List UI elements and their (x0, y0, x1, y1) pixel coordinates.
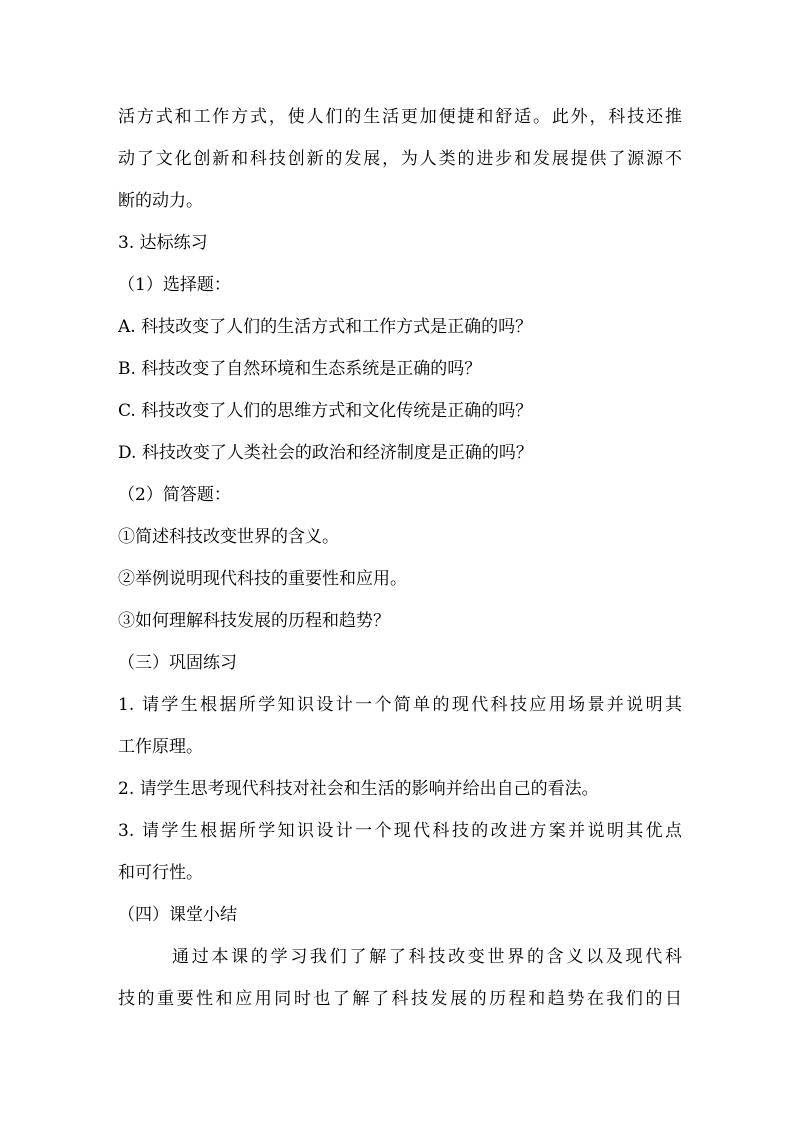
exercise-3-line-2: 和可行性。 (118, 863, 203, 883)
subheading-short-answer: （2）简答题： (118, 485, 231, 505)
short-answer-1: ①简述科技改变世界的含义。 (118, 527, 339, 547)
choice-c: C. 科技改变了人们的思维方式和文化传统是正确的吗？ (118, 401, 533, 421)
exercise-1-line-1: 1. 请学生根据所学知识设计一个简单的现代科技应用场景并说明其 (118, 695, 682, 715)
subheading-choice: （1）选择题： (118, 275, 231, 295)
section-heading-summary: （四）课堂小结 (118, 905, 237, 925)
exercise-1-line-2: 工作原理。 (118, 737, 203, 757)
paragraph-line-1: 活方式和工作方式，使人们的生活更加便捷和舒适。此外，科技还推 (118, 107, 682, 127)
choice-d: D. 科技改变了人类社会的政治和经济制度是正确的吗？ (118, 443, 533, 463)
exercise-2: 2. 请学生思考现代科技对社会和生活的影响并给出自己的看法。 (118, 779, 599, 799)
choice-a: A. 科技改变了人们的生活方式和工作方式是正确的吗？ (118, 317, 533, 337)
choice-b: B. 科技改变了自然环境和生态系统是正确的吗？ (118, 359, 482, 379)
paragraph-line-2: 动了文化创新和科技创新的发展，为人类的进步和发展提供了源源不 (118, 149, 682, 169)
exercise-3-line-1: 3. 请学生根据所学知识设计一个现代科技的改进方案并说明其优点 (118, 821, 682, 841)
summary-line-1: 通过本课的学习我们了解了科技改变世界的含义以及现代科 (172, 947, 682, 967)
section-heading-practice: 3. 达标练习 (118, 233, 208, 253)
section-heading-consolidation: （三）巩固练习 (118, 653, 237, 673)
short-answer-2: ②举例说明现代科技的重要性和应用。 (118, 569, 407, 589)
short-answer-3: ③如何理解科技发展的历程和趋势？ (118, 611, 390, 631)
summary-line-2: 技的重要性和应用同时也了解了科技发展的历程和趋势在我们的日 (118, 989, 682, 1009)
paragraph-line-3: 断的动力。 (118, 191, 203, 211)
